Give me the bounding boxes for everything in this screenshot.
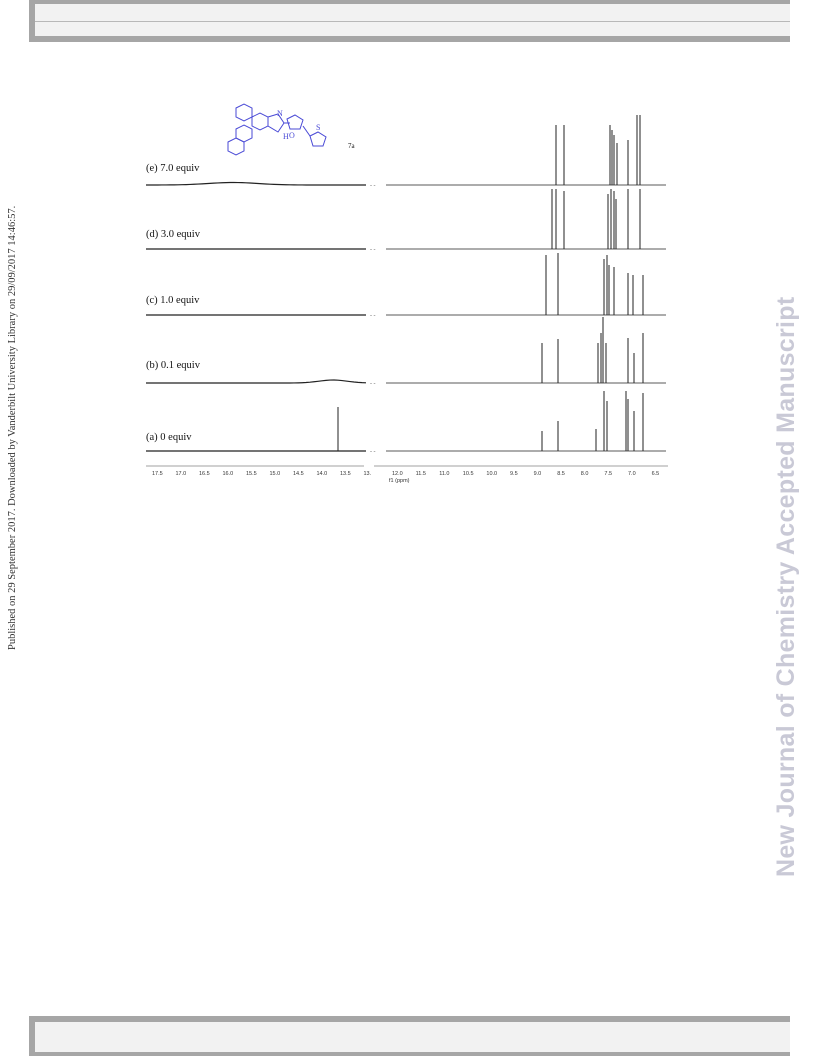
footer-bar-inner bbox=[35, 1022, 790, 1052]
journal-watermark: New Journal of Chemistry Accepted Manuscript bbox=[772, 296, 800, 877]
axis-tick-label: 17.5 bbox=[152, 471, 163, 477]
spectrum-label-a: (a) 0 equiv bbox=[146, 432, 192, 443]
header-bar bbox=[29, 0, 790, 42]
axis-tick-label: 7.5 bbox=[604, 471, 613, 477]
header-divider bbox=[35, 21, 790, 22]
axis-break-mark: - - bbox=[370, 381, 376, 387]
compound-label: 7a bbox=[348, 142, 355, 150]
axis-tick-label: 16.5 bbox=[199, 471, 210, 477]
axis-tick-label: 14.0 bbox=[316, 471, 328, 477]
axis-tick-label: 13.5 bbox=[340, 471, 351, 477]
axis-tick-label: 13. bbox=[363, 471, 372, 477]
axis-break-mark: - - bbox=[370, 183, 376, 189]
trace-left-segment bbox=[146, 183, 366, 185]
axis-tick-label: 9.0 bbox=[533, 471, 542, 477]
atom-nh: H bbox=[283, 132, 289, 141]
axis-tick-label: 11.5 bbox=[415, 471, 426, 477]
spectrum-label-b: (b) 0.1 equiv bbox=[146, 360, 200, 371]
axis-tick-label: 8.0 bbox=[580, 471, 589, 477]
spectrum-label-c: (c) 1.0 equiv bbox=[146, 295, 200, 306]
atom-n: N bbox=[277, 109, 283, 118]
axis-tick-label: 17.0 bbox=[175, 471, 187, 477]
spectrum-traces bbox=[146, 115, 666, 455]
trace-left-segment bbox=[146, 380, 366, 383]
axis-tick-label: 14.5 bbox=[293, 471, 304, 477]
axis-tick-label: 11.0 bbox=[439, 471, 450, 477]
axis-break-mark: - - bbox=[370, 247, 376, 253]
publication-note: Published on 29 September 2017. Downloaded by Vanderbilt University Library on 29/09/2017 14:46:57. bbox=[7, 205, 18, 650]
nmr-spectra-svg bbox=[138, 96, 678, 496]
axis-tick-label: 9.5 bbox=[510, 471, 518, 477]
ppm-axis bbox=[146, 466, 668, 477]
axis-tick-label: 7.0 bbox=[628, 471, 636, 477]
header-bar-inner bbox=[35, 4, 790, 36]
axis-tick-label: 16.0 bbox=[222, 471, 234, 477]
spectrum-label-e: (e) 7.0 equiv bbox=[146, 163, 200, 174]
axis-unit-label: f1 (ppm) bbox=[389, 478, 410, 484]
axis-break-mark: - - bbox=[370, 313, 376, 319]
footer-bar bbox=[29, 1016, 790, 1056]
axis-tick-label: 6.5 bbox=[651, 471, 660, 477]
atom-s: S bbox=[316, 123, 321, 132]
axis-tick-label: 12.0 bbox=[392, 471, 403, 477]
axis-tick-label: 10.5 bbox=[462, 471, 474, 477]
axis-break-mark: - - bbox=[370, 449, 376, 455]
axis-tick-label: 15.5 bbox=[246, 471, 257, 477]
spectrum-label-d: (d) 3.0 equiv bbox=[146, 229, 200, 240]
axis-tick-label: 10.0 bbox=[486, 471, 498, 477]
axis-tick-label: 8.5 bbox=[557, 471, 565, 477]
atom-o: O bbox=[289, 131, 295, 140]
axis-tick-label: 15.0 bbox=[269, 471, 281, 477]
nmr-titration-figure bbox=[138, 96, 678, 496]
